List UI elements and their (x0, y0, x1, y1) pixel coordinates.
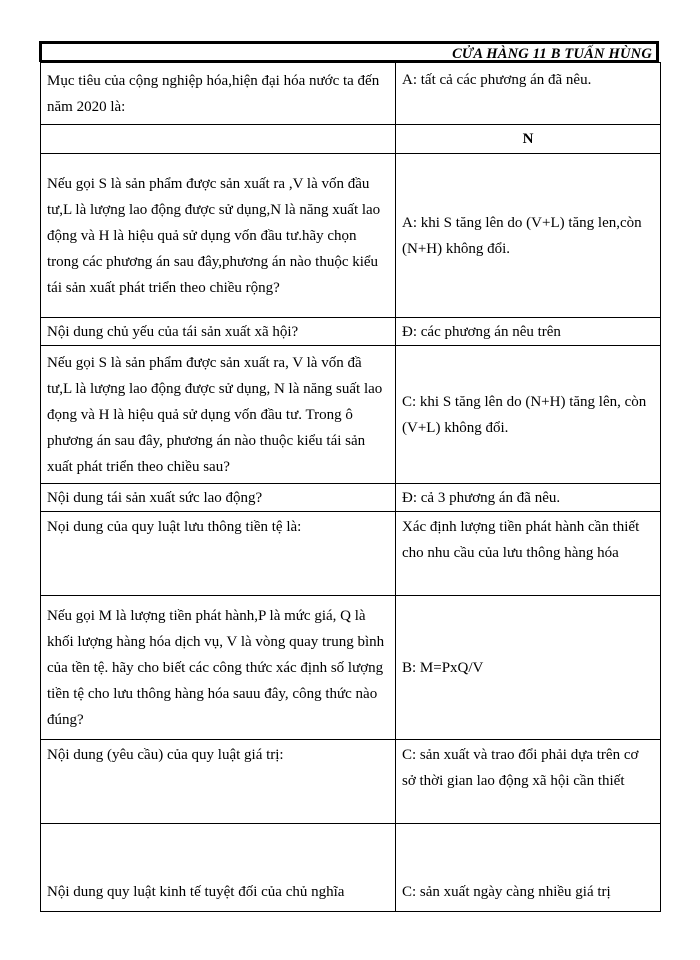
answer-cell: C: sản xuất và trao đổi phải dựa trên cơ sở thời gian lao động xã hội cần thiết (396, 740, 661, 824)
answer-cell: C: sản xuất ngày càng nhiều giá trị (396, 824, 661, 912)
section-left-cell (41, 125, 396, 154)
section-label: N (396, 125, 661, 154)
answer-cell: Đ: các phương án nêu trên (396, 318, 661, 346)
table-row (41, 346, 661, 484)
shop-name: CỬA HÀNG 11 B TUẤN HÙNG (452, 46, 652, 62)
question-cell: Mục tiêu của cộng nghiệp hóa,hiện đại hóa nước ta đến năm 2020 là: (41, 63, 396, 125)
table-row (41, 318, 661, 346)
answer-cell: C: khi S tăng lên do (N+H) tăng lên, còn (V+L) không đổi. (396, 346, 661, 484)
table-row (41, 824, 661, 912)
question-cell: Nếu gọi S là sản phẩm được sản xuất ra ,V là vốn đầu tư,L là lượng lao động được sử dụng,N là năng xuất lao động và H là hiệu quả sử dụng vốn đầu tư.hãy chọn trong các phương án sau đây,phương án nào thuộc kiểu tái sản xuất phát triển theo chiều rộng? (41, 154, 396, 318)
table-row (41, 596, 661, 740)
table-row (41, 154, 661, 318)
question-cell: Nội dung quy luật kinh tế tuyệt đối của chủ nghĩa (41, 824, 396, 912)
question-cell: Nội dung tái sản xuất sức lao động? (41, 484, 396, 512)
table-row (41, 512, 661, 596)
question-cell: Nội dung chủ yếu của tái sản xuất xã hội? (41, 318, 396, 346)
question-cell: Nọi dung của quy luật lưu thông tiền tệ là: (41, 512, 396, 596)
answer-cell: A: tất cả các phương án đã nêu. (396, 63, 661, 125)
answer-cell: B: M=PxQ/V (396, 596, 661, 740)
header-bar (39, 41, 659, 62)
question-cell: Nếu gọi S là sản phẩm được sản xuất ra, V là vốn đầ tư,L là lượng lao động được sử dụng, N là năng suất lao đọng và H là hiệu quả sử dụng vốn đầu tư. Trong ô phương án sau đây, phương án nào thuộc kiểu tái sản xuất phát triển theo chiều sau? (41, 346, 396, 484)
qa-table (40, 62, 661, 912)
table-row (41, 740, 661, 824)
question-cell: Nội dung (yêu cầu) của quy luật giá trị: (41, 740, 396, 824)
answer-cell: A: khi S tăng lên do (V+L) tăng len,còn (N+H) không đổi. (396, 154, 661, 318)
table-row (41, 63, 661, 125)
table-row (41, 484, 661, 512)
question-cell: Nếu gọi M là lượng tiền phát hành,P là mức giá, Q là khối lượng hàng hóa dịch vụ, V là vòng quay trung bình của tền tệ. hãy cho biết các công thức xác định số lượng tiền tệ cho lưu thông hàng hóa sauu đây, công thức nào đúng? (41, 596, 396, 740)
answer-cell: Xác định lượng tiền phát hành cần thiết cho nhu cầu của lưu thông hàng hóa (396, 512, 661, 596)
answer-cell: Đ: cả 3 phương án đã nêu. (396, 484, 661, 512)
section-row (41, 125, 661, 154)
